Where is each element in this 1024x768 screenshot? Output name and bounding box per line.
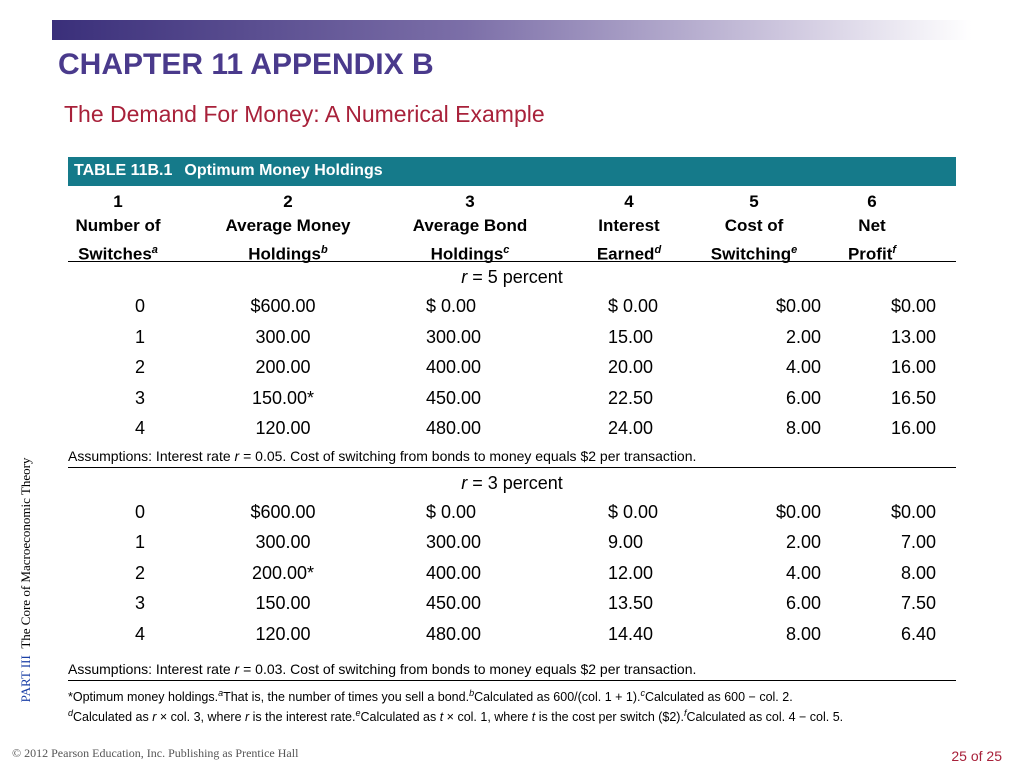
footnote-text: Calculated as 600/(col. 1 + 1). <box>474 690 641 705</box>
column-number: 3 <box>465 192 475 211</box>
column-label-line1: Number of <box>75 216 161 235</box>
cell-col-3: 400.00 <box>426 562 482 583</box>
footnote-marker: a <box>151 244 158 256</box>
cell-col-2: 300.00 <box>255 326 311 347</box>
cell-col-3: 400.00 <box>426 357 482 377</box>
cell-col-5: $0.00 <box>775 296 821 316</box>
cell-col-4: 14.40 <box>608 623 654 644</box>
footnote-marker: f <box>892 244 897 256</box>
column-label-line2 <box>38 238 198 267</box>
column-header-6 <box>792 190 952 267</box>
assumption-variable: r <box>234 447 240 464</box>
footnote-text: *Optimum money holdings. <box>68 690 219 705</box>
cell-col-5: 8.00 <box>785 623 821 644</box>
footnote-marker: f <box>683 708 687 719</box>
cell-col-6: 16.00 <box>890 357 936 377</box>
footnote-text: That is, the number of times you sell a bond. <box>223 690 470 705</box>
cell-col-5: $0.00 <box>775 501 821 522</box>
assumption-text: = 0.03. Cost of switching from bonds to money equals $2 per transaction. <box>239 661 697 677</box>
footnote-text: Calculated as <box>73 710 153 725</box>
cell-col-1: 4 <box>134 623 145 644</box>
footnote-text: is the interest rate. <box>249 710 356 725</box>
cell-col-3: 300.00 <box>426 326 482 347</box>
assumption-prefix: Assumptions: Interest rate <box>68 661 235 677</box>
part-number: PART III <box>18 655 33 703</box>
cell-col-4: 9.00 <box>608 532 644 552</box>
page-number: 25 of 25 <box>951 748 1002 764</box>
column-label-text: Holdings <box>430 244 504 264</box>
assumption-variable: r <box>234 661 240 677</box>
cell-col-3: 480.00 <box>426 418 482 438</box>
table-row <box>68 323 956 354</box>
footnote-marker: c <box>503 244 510 256</box>
footnote-marker: e <box>355 708 361 719</box>
interest-rate-label <box>68 468 956 498</box>
table-caption <box>68 157 956 186</box>
cell-col-6: $0.00 <box>890 501 936 522</box>
table-row <box>68 353 956 384</box>
cell-col-3: 450.00 <box>426 593 482 613</box>
footnote-text: × col. 1, where <box>443 710 532 725</box>
column-label-text: Profit <box>847 244 893 264</box>
footnote-text: Calculated as 600 − col. 2. <box>645 690 793 705</box>
cell-col-2: 200.00 <box>255 357 311 377</box>
rate-text: = 3 percent <box>467 472 563 493</box>
column-header-2 <box>208 190 368 267</box>
footnote-variable: t <box>531 710 536 725</box>
slide-subtitle: The Demand For Money: A Numerical Example <box>64 101 545 127</box>
cell-col-5: 4.00 <box>785 562 821 583</box>
footnote-line <box>68 685 956 705</box>
cell-col-1: 0 <box>134 296 145 316</box>
cell-col-1: 3 <box>134 387 145 408</box>
table-row <box>68 292 956 323</box>
column-label-line1: Average Bond <box>412 216 528 235</box>
column-number: 6 <box>867 192 877 211</box>
cell-col-5: 6.00 <box>785 593 821 613</box>
cell-col-6: 16.50 <box>890 387 936 408</box>
footnote-variable: r <box>152 710 157 725</box>
table-row <box>68 414 956 445</box>
table-header-row <box>68 186 956 264</box>
cell-col-4: 12.00 <box>608 562 654 583</box>
footnote-text: Calculated as <box>360 710 440 725</box>
cell-col-1: 2 <box>134 357 145 377</box>
optimum-money-table <box>68 157 956 725</box>
cell-col-4: 20.00 <box>608 357 654 377</box>
column-label-line2 <box>208 238 368 267</box>
column-header-1 <box>38 190 198 267</box>
assumption-prefix: Assumptions: Interest rate <box>68 447 235 464</box>
table-row <box>68 620 956 651</box>
column-header-3 <box>390 190 550 267</box>
cell-col-3: 300.00 <box>426 532 482 552</box>
footnote-text: Calculated as col. 4 − col. 5. <box>686 710 844 725</box>
cell-col-2: $600.00 <box>250 501 316 522</box>
table-title: Optimum Money Holdings <box>184 162 383 179</box>
footnote-marker: c <box>640 688 645 698</box>
cell-col-6: 13.00 <box>890 326 936 347</box>
column-number: 2 <box>283 192 293 211</box>
cell-col-6: 6.40 <box>900 623 936 644</box>
footnote-marker: d <box>68 708 74 719</box>
footnote-marker: b <box>320 244 328 256</box>
cell-col-1: 3 <box>134 593 145 613</box>
footnote-text: × col. 3, where <box>156 710 245 725</box>
column-number: 5 <box>749 192 759 211</box>
cell-col-4: $ 0.00 <box>608 296 659 316</box>
footnote-marker: d <box>654 244 662 256</box>
table-row <box>68 589 956 620</box>
column-number: 4 <box>624 192 634 211</box>
column-label-line2 <box>792 238 952 267</box>
cell-col-6: 8.00 <box>900 562 936 583</box>
cell-col-2: 120.00 <box>255 623 311 644</box>
title-accent-bar <box>52 20 972 40</box>
cell-col-1: 1 <box>134 532 145 552</box>
cell-col-5: 4.00 <box>785 357 821 377</box>
assumptions-note <box>68 445 956 467</box>
column-label-text: Switches <box>78 244 152 264</box>
table-body <box>68 262 956 681</box>
cell-col-6: 7.50 <box>900 593 936 613</box>
footnote-variable: t <box>439 710 444 725</box>
cell-col-4: $ 0.00 <box>608 501 659 522</box>
table-row <box>68 528 956 559</box>
cell-col-6: 16.00 <box>890 418 936 438</box>
column-label-line1: Average Money <box>225 216 351 235</box>
section-rule <box>68 680 956 681</box>
cell-col-1: 2 <box>134 562 145 583</box>
column-label-line2 <box>390 238 550 267</box>
table-number: TABLE 11B.1 <box>74 162 173 179</box>
table-footnotes <box>68 685 956 725</box>
part-side-label <box>18 430 34 730</box>
assumption-text: = 0.05. Cost of switching from bonds to money equals $2 per transaction. <box>239 447 697 464</box>
table-row <box>68 498 956 529</box>
table-row <box>68 559 956 590</box>
column-label-line1: Cost of <box>724 216 784 235</box>
cell-col-3: 480.00 <box>426 623 482 644</box>
footnote-marker: e <box>791 244 798 256</box>
cell-col-3: 450.00 <box>426 387 482 408</box>
rate-text: = 5 percent <box>467 267 563 287</box>
column-label-text: Switching <box>710 244 792 264</box>
footnote-variable: r <box>245 710 250 725</box>
table-row <box>68 384 956 415</box>
cell-col-5: 2.00 <box>785 326 821 347</box>
cell-col-2: $600.00 <box>250 296 316 316</box>
part-title: The Core of Macroeconomic Theory <box>18 457 33 649</box>
cell-col-1: 1 <box>134 326 145 347</box>
rate-variable: r <box>461 267 468 287</box>
cell-col-4: 15.00 <box>608 326 654 347</box>
cell-col-6: $0.00 <box>890 296 936 316</box>
cell-col-2: 300.00 <box>255 532 311 552</box>
cell-col-2: 150.00* <box>251 387 315 408</box>
copyright-footer: © 2012 Pearson Education, Inc. Publishing as Prentice Hall <box>12 746 299 760</box>
cell-col-3: $ 0.00 <box>426 501 477 522</box>
column-number: 1 <box>113 192 123 211</box>
column-label-text: Earned <box>596 244 655 264</box>
column-label-line1: Interest <box>598 216 660 235</box>
cell-col-2: 150.00 <box>255 593 311 613</box>
assumptions-note <box>68 658 956 680</box>
cell-col-6: 7.00 <box>900 532 936 552</box>
cell-col-4: 22.50 <box>608 387 654 408</box>
cell-col-2: 120.00 <box>255 418 311 438</box>
rate-variable: r <box>461 472 468 493</box>
cell-col-5: 2.00 <box>785 532 821 552</box>
footnote-marker: a <box>218 688 224 698</box>
footnote-marker: b <box>469 688 475 698</box>
cell-col-1: 0 <box>134 501 145 522</box>
cell-col-3: $ 0.00 <box>426 296 477 316</box>
footnote-text: is the cost per switch ($2). <box>535 710 684 725</box>
cell-col-2: 200.00* <box>251 562 315 583</box>
cell-col-4: 24.00 <box>608 418 654 438</box>
chapter-title: CHAPTER 11 APPENDIX B <box>58 48 434 81</box>
column-label-text: Holdings <box>248 244 321 264</box>
cell-col-5: 8.00 <box>785 418 821 438</box>
column-label-line1: Net <box>858 216 886 235</box>
footnote-line <box>68 705 956 725</box>
cell-col-4: 13.50 <box>608 593 654 613</box>
cell-col-1: 4 <box>134 418 145 438</box>
cell-col-5: 6.00 <box>785 387 821 408</box>
